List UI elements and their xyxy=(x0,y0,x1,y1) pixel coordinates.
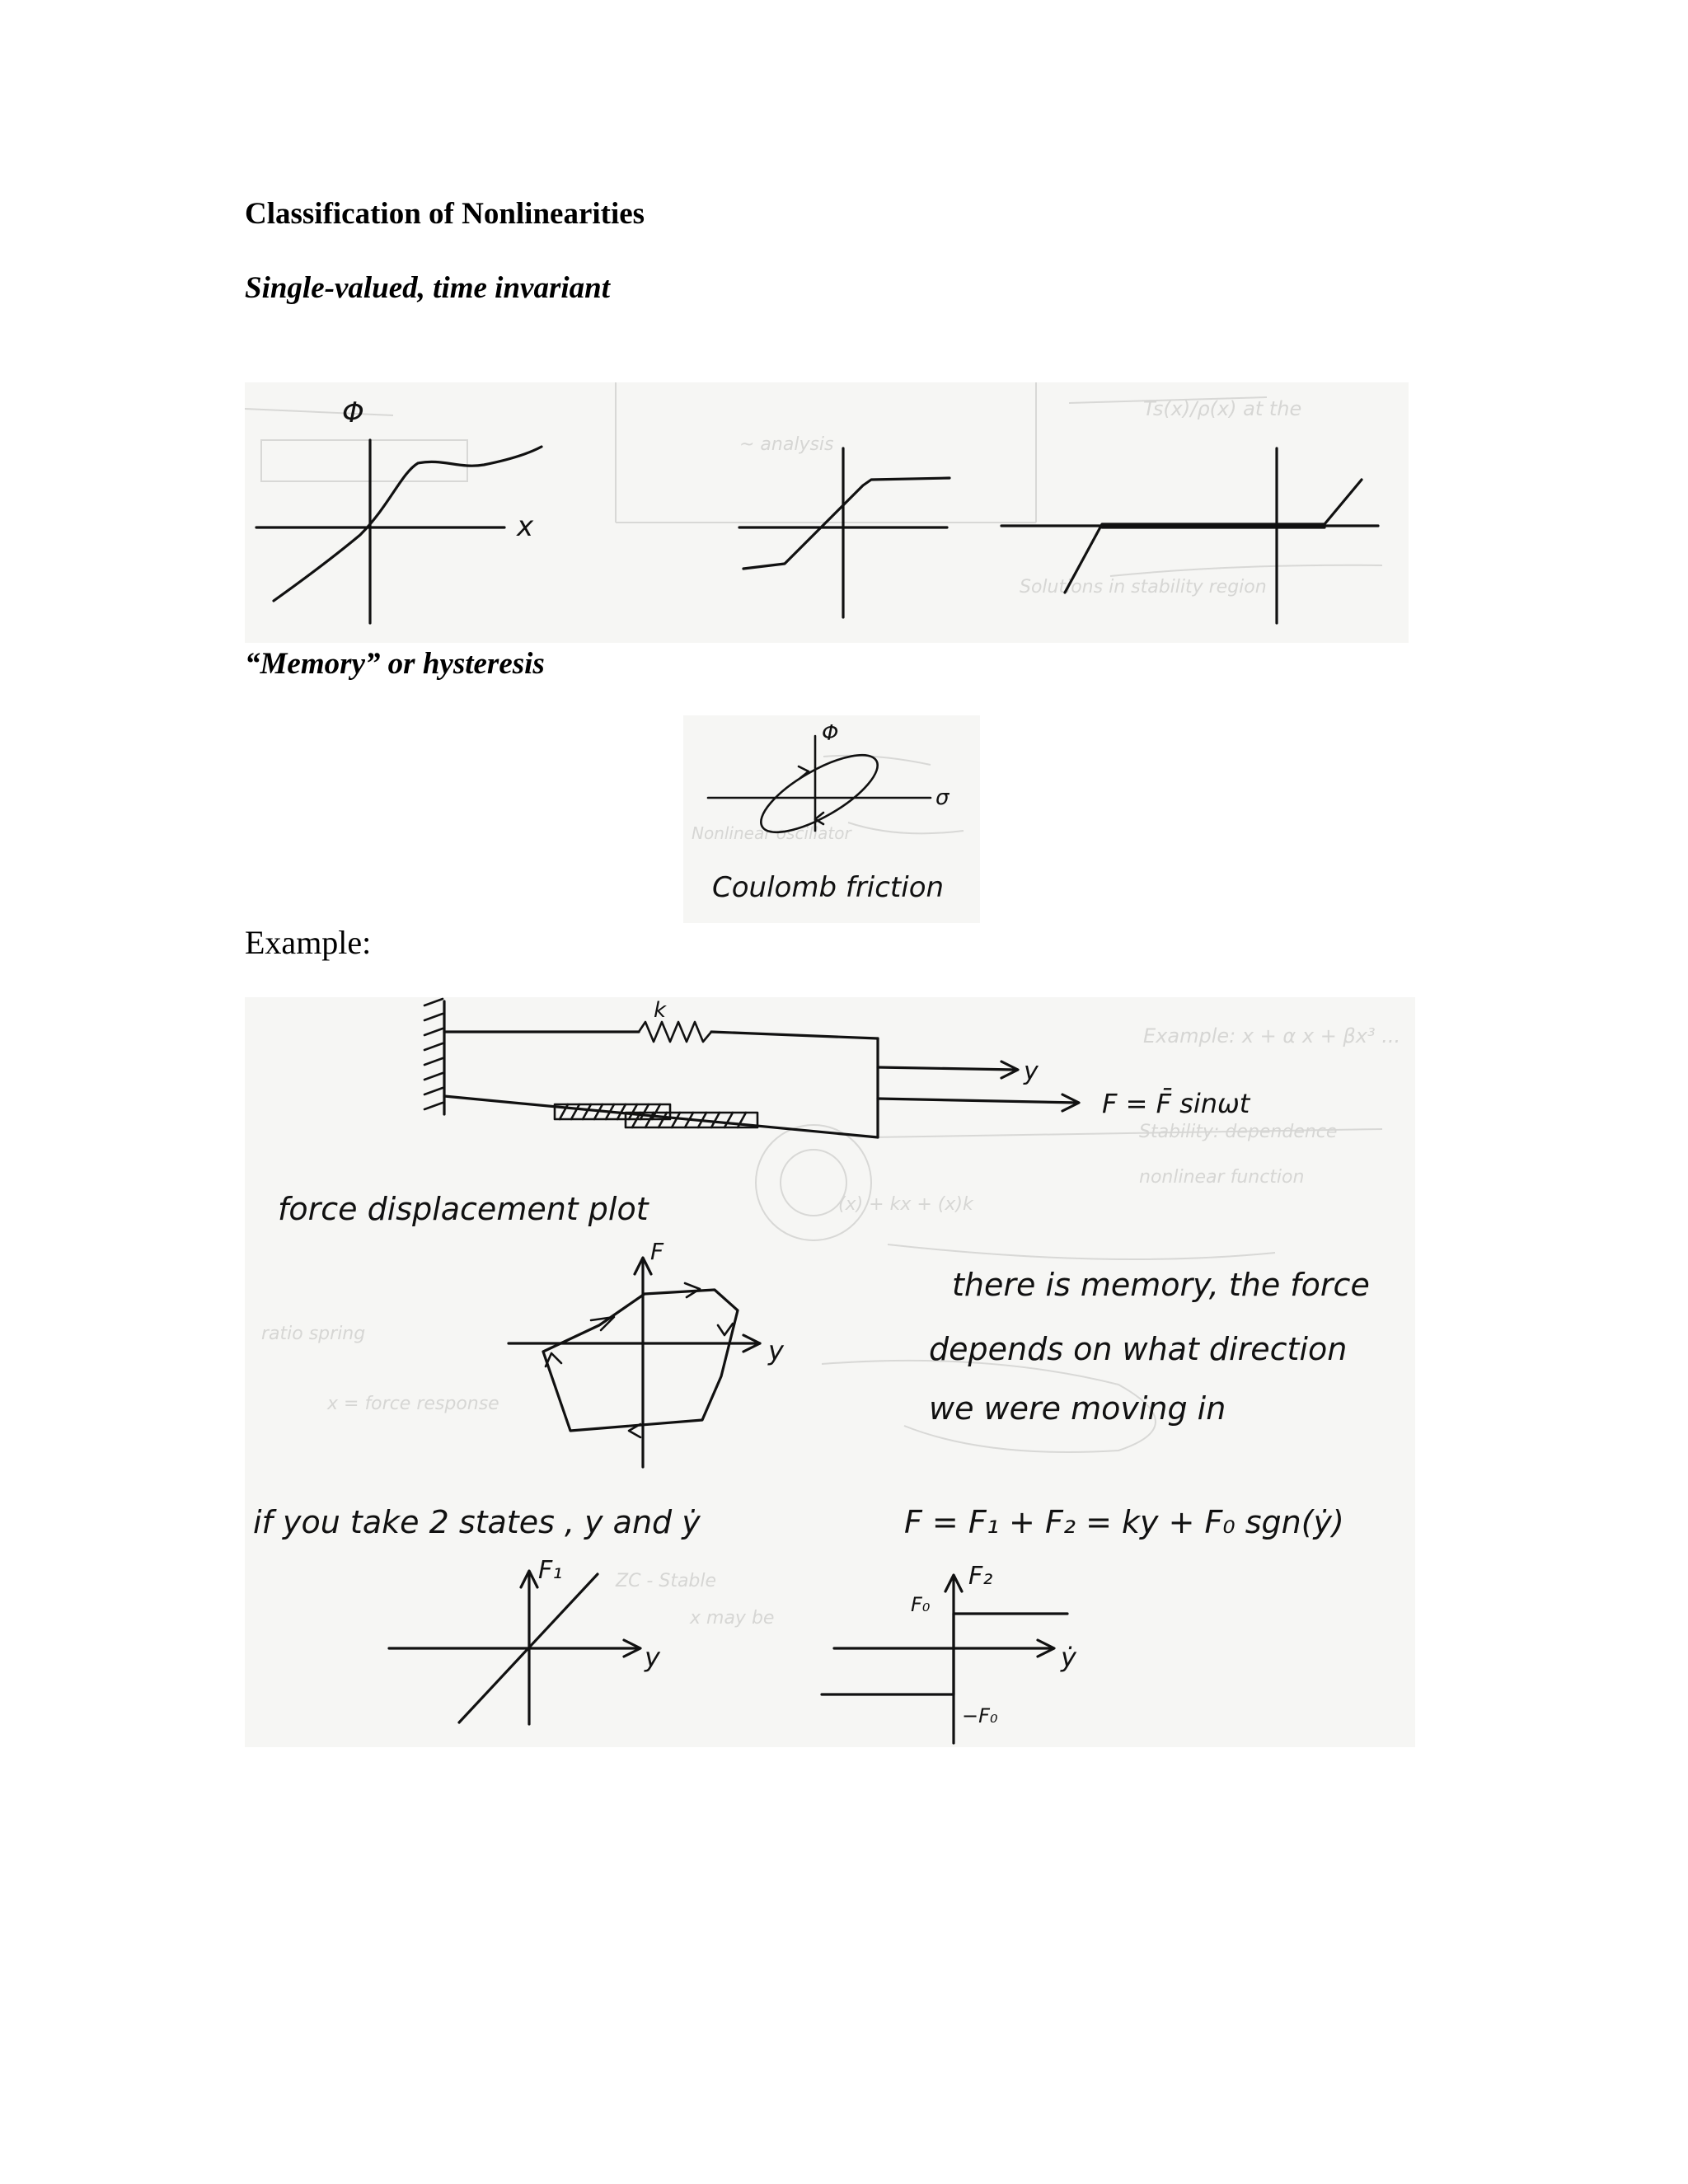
svg-text:(x) + kx + (x)k: (x) + kx + (x)k xyxy=(838,1194,973,1215)
plot-x-axis-label: y xyxy=(768,1335,784,1366)
f2-plot-y-label: F₂ xyxy=(968,1562,993,1591)
svg-text:~ analysis: ~ analysis xyxy=(739,434,834,455)
plot-y-axis-label: F xyxy=(650,1238,664,1265)
spring-constant-label: k xyxy=(654,998,667,1023)
svg-text:Ts(x)/ρ(x) at the: Ts(x)/ρ(x) at the xyxy=(1143,397,1302,420)
f0-positive-label: F₀ xyxy=(911,1593,931,1616)
page-title: Classification of Nonlinearities xyxy=(245,197,645,231)
f0-negative-label: −F₀ xyxy=(962,1704,998,1727)
fig2-x-axis-label: σ xyxy=(935,785,950,810)
svg-text:ratio spring: ratio spring xyxy=(261,1324,366,1344)
memory-note-line3: we were moving in xyxy=(929,1390,1226,1427)
force-decomposition-equation: F = F₁ + F₂ = ky + F₀ sgn(ẏ) xyxy=(904,1504,1344,1540)
figure-hysteresis-loop xyxy=(683,715,980,923)
force-displacement-title: force displacement plot xyxy=(278,1191,649,1227)
f2-plot-x-label: ẏ xyxy=(1061,1642,1076,1673)
svg-text:nonlinear function: nonlinear function xyxy=(1139,1167,1305,1188)
svg-text:Example: x + α x + βx³ ...: Example: x + α x + βx³ ... xyxy=(1143,1024,1401,1047)
svg-text:Solutions in stability region: Solutions in stability region xyxy=(1020,577,1267,598)
fig2-y-axis-label: Φ xyxy=(822,721,839,746)
section-heading-memory-hysteresis: “Memory” or hysteresis xyxy=(245,647,545,681)
svg-text:x may be: x may be xyxy=(690,1608,775,1629)
figure-coulomb-friction-example xyxy=(245,997,1415,1747)
svg-text:ZC - Stable: ZC - Stable xyxy=(616,1571,717,1591)
section-heading-single-valued: Single-valued, time invariant xyxy=(245,271,610,305)
force-input-label: F = F̄ sinωt xyxy=(1102,1088,1250,1119)
memory-note-line1: there is memory, the force xyxy=(952,1267,1370,1303)
svg-text:Nonlinear oscillator: Nonlinear oscillator xyxy=(692,823,851,843)
svg-text:x = force response: x = force response xyxy=(327,1394,499,1414)
memory-note-line2: depends on what direction xyxy=(929,1331,1348,1367)
svg-text:Stability: dependence: Stability: dependence xyxy=(1139,1122,1338,1142)
example-label: Example: xyxy=(245,924,372,961)
two-states-text: if you take 2 states , y and ẏ xyxy=(253,1504,701,1540)
figure-single-valued-nonlinearities xyxy=(245,382,1409,643)
f1-plot-y-label: F₁ xyxy=(538,1556,563,1585)
f1-plot-x-label: y xyxy=(645,1642,660,1673)
fig2-caption: Coulomb friction xyxy=(712,871,945,904)
displacement-output-label: y xyxy=(1024,1057,1039,1086)
fig1-y-axis-label: Φ xyxy=(342,396,364,429)
fig1-x-axis-label: x xyxy=(517,510,534,543)
